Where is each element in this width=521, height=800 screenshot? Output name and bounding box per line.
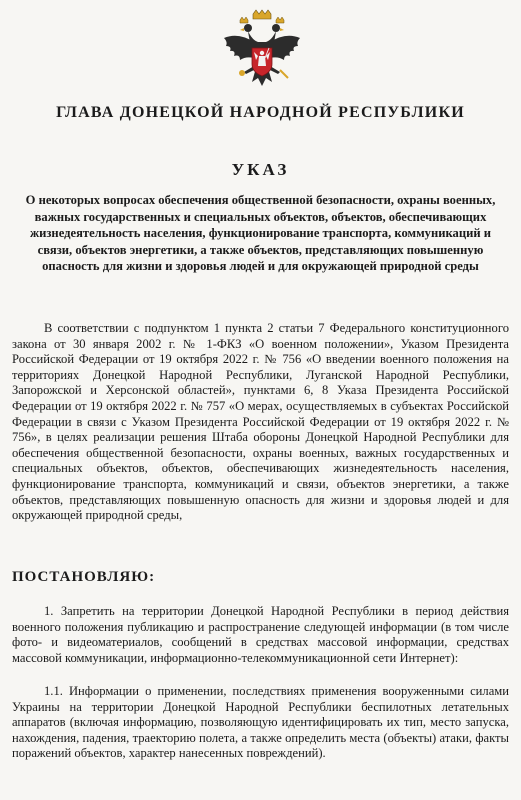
document-subject: О некоторых вопросах обеспечения общественной безопасности, охраны военных, важных государственных и специальных объектов, объектов, обеспечивающих жизнедеятельность населения, функционирование транспорта, коммуникаций и связи, объектов энергетики, а также объектов, представляющих повышенную опасность для жизни и здоровья людей и для окружающей природной среды — [25, 193, 496, 274]
issuer-title: ГЛАВА ДОНЕЦКОЙ НАРОДНОЙ РЕСПУБЛИКИ — [56, 104, 465, 121]
clause-1: 1. Запретить на территории Донецкой Народной Республики в период действия военного положения публикацию и распространение следующей информации (в том числе фото- и видеоматериалов, сообщений в средствах массовой информации, средствах массовой коммуникации, информационно-телекоммуникационной сети Интернет): — [12, 604, 509, 665]
clause-1-1: 1.1. Информации о применении, последствиях применения вооруженными силами Украины на территории Донецкой Народной Республики беспилотных летательных аппаратов (включая информацию, позволяющую идентифицировать их тип, место запуска, нахождения, падения, траекторию полета, а также определить места (объекты) атаки, факты поражений объектов, характер нанесенных повреждений). — [12, 684, 509, 761]
resolve-heading: ПОСТАНОВЛЯЮ: — [12, 569, 156, 585]
coat-of-arms-icon — [218, 8, 306, 92]
preamble-paragraph: В соответствии с подпунктом 1 пункта 2 статьи 7 Федерального конституционного закона от 30 января 2002 г. № 1-ФКЗ «О военном положении», Указом Президента Российской Федерации от 19 октября 2022 г. № 756 «О введении военного положения на территориях Донецкой Народной Республики, Луганской Народной Республики, Запорожской и Херсонской областей», пунктами 6, 8 Указа Президента Российской Федерации от 19 октября 2022 г. № 757 «О мерах, осуществляемых в субъектах Российской Федерации в связи с Указом Президента Российской Федерации от 19 октября 2022 г. № 756», в целях реализации решения Штаба обороны Донецкой Народной Республики для обеспечения общественной безопасности, охраны военных, важных государственных и специальных объектов, объектов, обеспечивающих жизнедеятельность населения, функционирование транспорта, коммуникаций и связи, объектов энергетики, а также объектов, представляющих повышенную опасность для жизни и здоровья людей и для окружающей природной среды, — [12, 321, 509, 523]
document-type: УКАЗ — [231, 160, 290, 179]
